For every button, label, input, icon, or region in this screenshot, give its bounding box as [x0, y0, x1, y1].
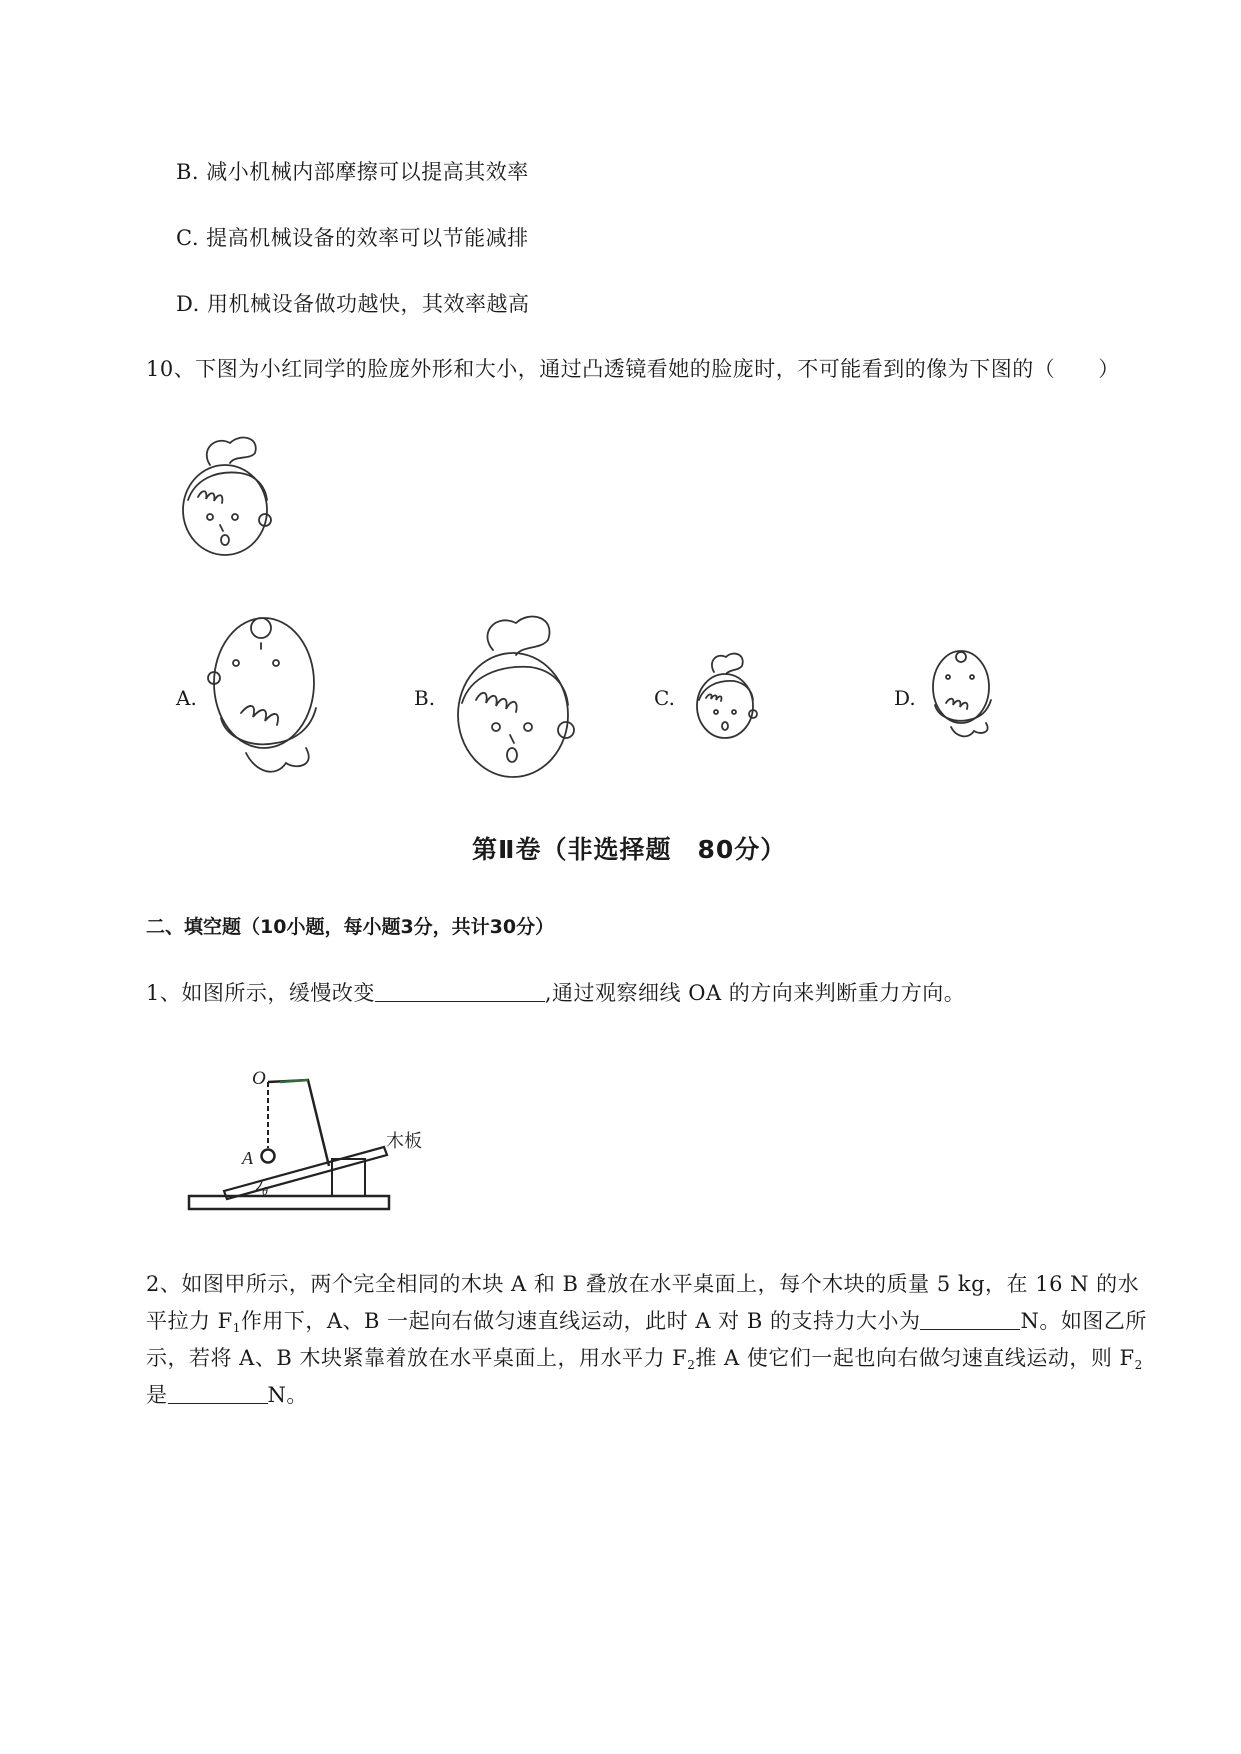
original-face-figure — [170, 425, 280, 560]
fill2-l2-a: 平拉力 F — [146, 1309, 233, 1333]
q10-stem: 10、下图为小红同学的脸庞外形和大小，通过凸透镜看她的脸庞时，不可能看到的像为下图的（ ） — [146, 357, 1120, 381]
section2-title: 二、填空题（10小题，每小题3分，共计30分） — [146, 916, 555, 938]
option-d-face-inverted-reduced-figure — [926, 645, 1001, 740]
label-theta: θ — [262, 1184, 268, 1198]
label-board: 木板 — [386, 1131, 422, 1152]
fill2-line2 — [146, 1305, 1147, 1335]
q10-option-c-label: C. — [654, 686, 675, 710]
fill1-text-before: 1、如图所示，缓慢改变 — [146, 981, 375, 1005]
incline-pendulum-figure — [184, 1040, 424, 1225]
fill2-answer-blank-2[interactable] — [168, 1381, 268, 1404]
label-a: A — [242, 1148, 253, 1168]
fill1-question — [146, 977, 965, 1007]
fill2-answer-blank-1[interactable] — [920, 1307, 1020, 1330]
fill2-line3 — [146, 1342, 1143, 1372]
q9-option-c: C. 提高机械设备的效率可以节能减排 — [176, 226, 529, 250]
fill1-text-after: ,通过观察细线 OA 的方向来判断重力方向。 — [544, 981, 966, 1005]
f1-subscript: 1 — [232, 1321, 241, 1335]
label-o: O — [252, 1068, 266, 1089]
q10-option-a-label: A. — [176, 686, 197, 710]
fill2-l4-a: 是 — [146, 1383, 168, 1407]
q9-option-d: D. 用机械设备做功越快，其效率越高 — [176, 292, 530, 316]
q10-option-d-label: D. — [894, 686, 916, 710]
fill2-l3-a: 示，若将 A、B 木块紧靠着放在水平桌面上，用水平力 F — [146, 1346, 688, 1370]
fill2-line1: 2、如图甲所示，两个完全相同的木块 A 和 B 叠放在水平桌面上，每个木块的质量 5 kg，在 16 N 的水 — [146, 1272, 1140, 1296]
f2-subscript-2: 2 — [1134, 1358, 1143, 1372]
fill1-answer-blank[interactable] — [375, 979, 545, 1002]
option-b-face-enlarged-figure — [448, 605, 578, 785]
option-c-face-reduced-figure — [690, 648, 760, 743]
option-a-face-inverted-figure — [206, 608, 331, 778]
part2-title: 第Ⅱ卷（非选择题 80分） — [472, 835, 787, 864]
fill2-l2-c: N。如图乙所 — [1020, 1309, 1147, 1333]
f2-subscript-1: 2 — [687, 1358, 696, 1372]
fill2-l3-b: 推 A 使它们一起也向右做匀速直线运动，则 F — [695, 1346, 1135, 1370]
fill2-l4-b: N。 — [267, 1383, 308, 1407]
fill2-l2-b: 作用下，A、B 一起向右做匀速直线运动，此时 A 对 B 的支持力大小为 — [240, 1309, 921, 1333]
q9-option-b: B. 减小机械内部摩擦可以提高其效率 — [176, 160, 529, 184]
fill2-line4 — [146, 1379, 308, 1409]
q10-option-b-label: B. — [414, 686, 436, 710]
